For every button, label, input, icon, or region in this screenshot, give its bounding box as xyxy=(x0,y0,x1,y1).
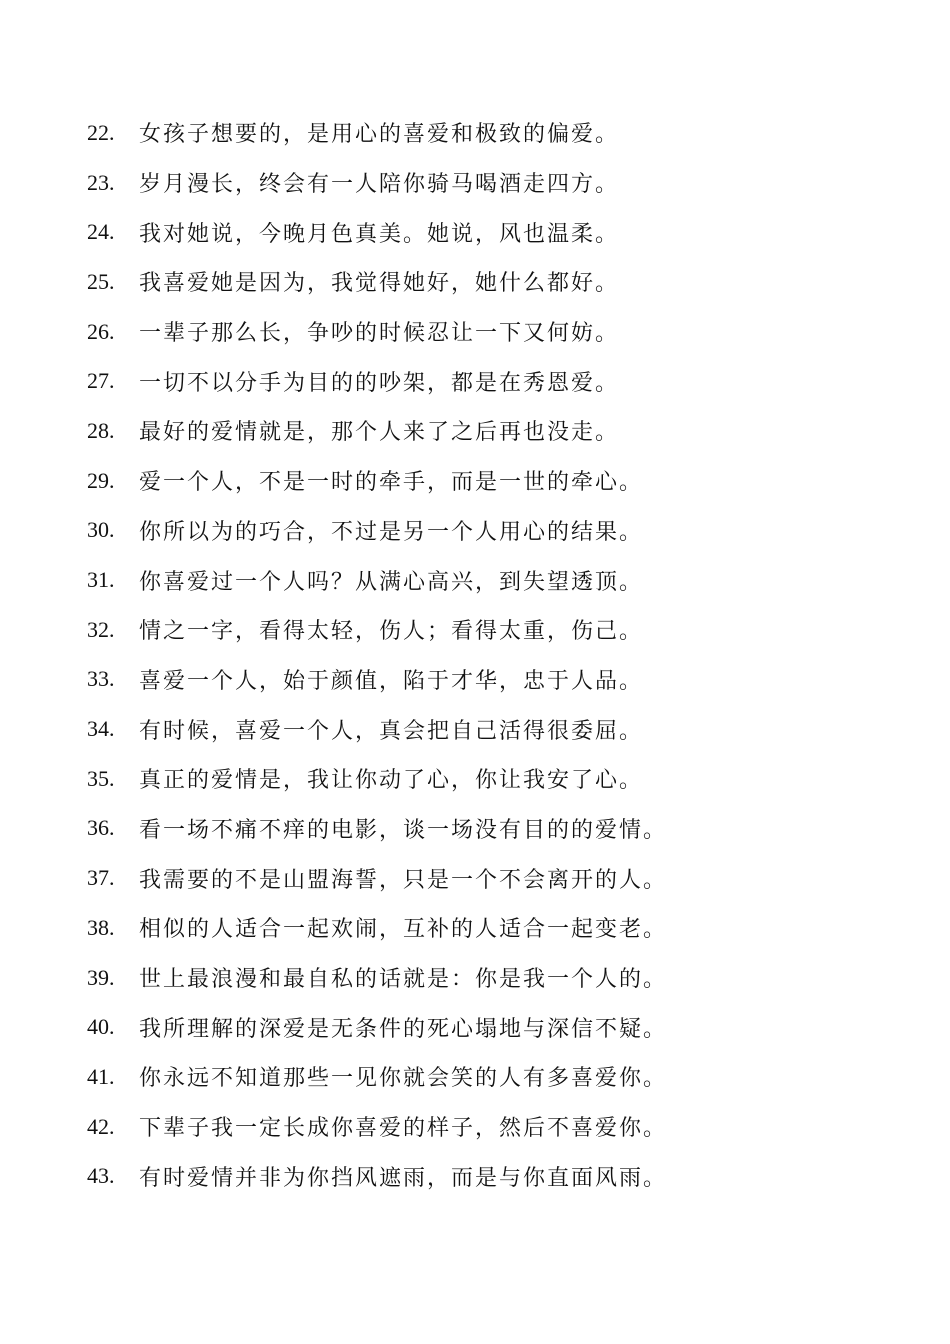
item-number: 24. xyxy=(87,219,115,245)
item-text: 相似的人适合一起欢闹，互补的人适合一起变老。 xyxy=(139,917,668,943)
list-item xyxy=(87,207,907,257)
item-number: 28. xyxy=(87,417,115,443)
item-number: 40. xyxy=(87,1014,115,1040)
item-text: 有时候，喜爱一个人，真会把自己活得很委屈。 xyxy=(139,718,644,744)
list-item xyxy=(87,406,907,456)
list-item xyxy=(87,754,907,804)
list-item xyxy=(87,1052,907,1102)
item-text: 我对她说，今晚月色真美。她说，风也温柔。 xyxy=(139,221,620,247)
item-text: 你喜爱过一个人吗？从满心高兴，到失望透顶。 xyxy=(139,569,644,595)
item-text: 爱一个人，不是一时的牵手，而是一世的牵心。 xyxy=(139,470,644,496)
item-number: 39. xyxy=(87,964,115,990)
item-text: 真正的爱情是，我让你动了心，你让我安了心。 xyxy=(139,768,644,794)
item-number: 37. xyxy=(87,865,115,891)
item-number: 30. xyxy=(87,517,115,543)
item-number: 27. xyxy=(87,368,115,394)
item-number: 42. xyxy=(87,1113,115,1139)
item-text: 我所理解的深爱是无条件的死心塌地与深信不疑。 xyxy=(139,1016,668,1042)
item-number: 31. xyxy=(87,567,115,593)
list-item xyxy=(87,605,907,655)
item-text: 下辈子我一定长成你喜爱的样子，然后不喜爱你。 xyxy=(139,1116,668,1142)
list-item xyxy=(87,1002,907,1052)
item-text: 你永远不知道那些一见你就会笑的人有多喜爱你。 xyxy=(139,1066,668,1092)
item-text: 岁月漫长，终会有一人陪你骑马喝酒走四方。 xyxy=(139,172,620,198)
item-number: 35. xyxy=(87,765,115,791)
list-item xyxy=(87,704,907,754)
item-text: 世上最浪漫和最自私的话就是：你是我一个人的。 xyxy=(139,967,668,993)
item-text: 一辈子那么长，争吵的时候忍让一下又何妨。 xyxy=(139,321,620,347)
item-number: 38. xyxy=(87,914,115,940)
list-item xyxy=(87,903,907,953)
item-number: 41. xyxy=(87,1063,115,1089)
list-item xyxy=(87,506,907,556)
item-number: 29. xyxy=(87,467,115,493)
item-number: 22. xyxy=(87,119,115,145)
item-text: 我需要的不是山盟海誓，只是一个不会离开的人。 xyxy=(139,867,668,893)
item-number: 33. xyxy=(87,666,115,692)
item-text: 看一场不痛不痒的电影，谈一场没有目的的爱情。 xyxy=(139,817,668,843)
item-text: 我喜爱她是因为，我觉得她好，她什么都好。 xyxy=(139,271,620,297)
item-number: 36. xyxy=(87,815,115,841)
item-number: 32. xyxy=(87,616,115,642)
item-text: 你所以为的巧合，不过是另一个人用心的结果。 xyxy=(139,519,644,545)
list-item xyxy=(87,456,907,506)
list-item xyxy=(87,307,907,357)
list-item xyxy=(87,158,907,208)
list-item xyxy=(87,1102,907,1152)
item-text: 有时爱情并非为你挡风遮雨，而是与你直面风雨。 xyxy=(139,1165,668,1191)
list-item xyxy=(87,108,907,158)
item-number: 34. xyxy=(87,716,115,742)
quote-list xyxy=(87,108,907,1201)
item-text: 情之一字，看得太轻，伤人；看得太重，伤己。 xyxy=(139,619,644,645)
item-text: 女孩子想要的，是用心的喜爱和极致的偏爱。 xyxy=(139,122,620,148)
item-number: 43. xyxy=(87,1163,115,1189)
item-number: 26. xyxy=(87,318,115,344)
item-text: 喜爱一个人，始于颜值，陷于才华，忠于人品。 xyxy=(139,668,644,694)
list-item xyxy=(87,853,907,903)
list-item xyxy=(87,356,907,406)
list-item xyxy=(87,655,907,705)
list-item xyxy=(87,953,907,1003)
item-text: 一切不以分手为目的的吵架，都是在秀恩爱。 xyxy=(139,370,620,396)
item-text: 最好的爱情就是，那个人来了之后再也没走。 xyxy=(139,420,620,446)
item-number: 23. xyxy=(87,169,115,195)
list-item xyxy=(87,804,907,854)
list-item xyxy=(87,1151,907,1201)
item-number: 25. xyxy=(87,268,115,294)
list-item xyxy=(87,555,907,605)
list-item xyxy=(87,257,907,307)
